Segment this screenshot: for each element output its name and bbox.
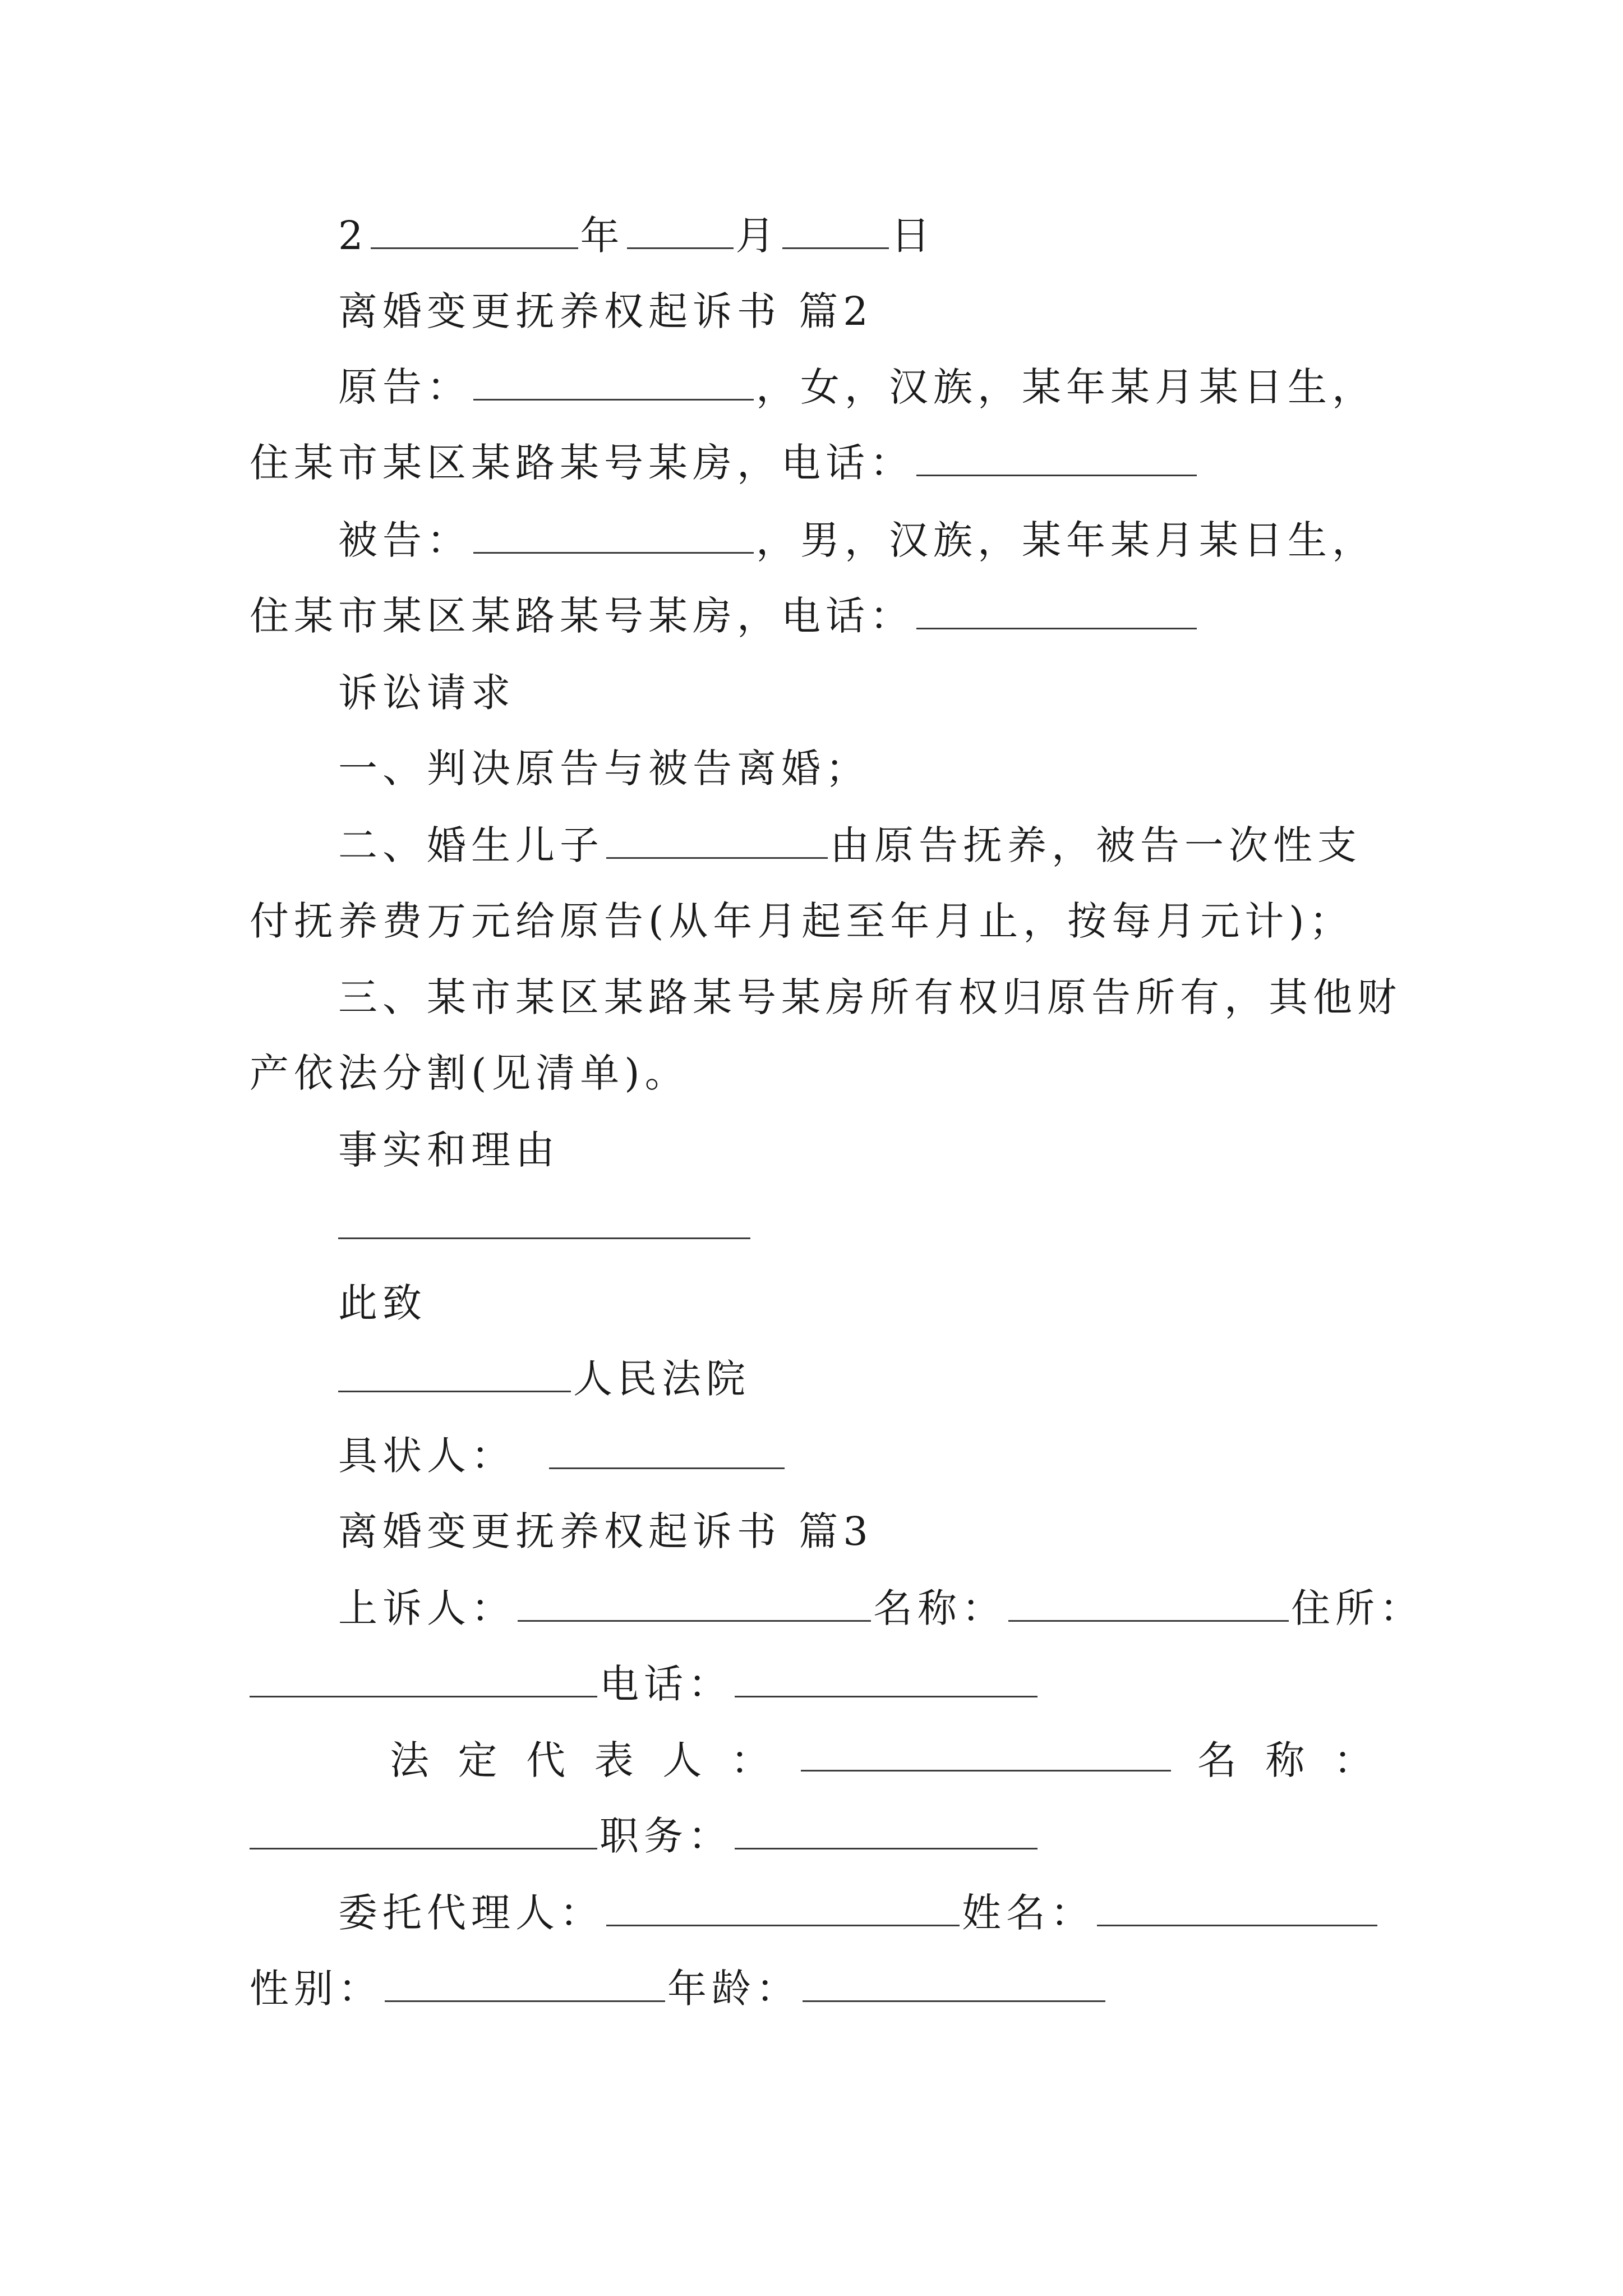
claim-2-line: 二、婚生儿子 由原告抚养，被告一次性支	[338, 822, 1362, 868]
defendant-name-blank[interactable]	[473, 517, 754, 554]
appellant-address-blank[interactable]	[250, 1661, 597, 1697]
defendant-line: 被告： ，男，汉族，某年某月某日生，	[338, 517, 1376, 563]
court-name-blank[interactable]	[338, 1356, 571, 1392]
claim-3-continued: 产依法分割(见清单)。	[250, 1050, 689, 1096]
claim-1: 一、判决原告与被告离婚；	[338, 746, 870, 792]
appellant-phone-blank[interactable]	[735, 1661, 1038, 1697]
appellant-name-blank[interactable]	[1008, 1585, 1289, 1622]
son-name-blank[interactable]	[606, 822, 828, 859]
defendant-address-line: 住某市某区某路某号某房，电话：	[250, 591, 1388, 641]
appellant-line: 上诉人： 名称： 住所：	[338, 1585, 1424, 1631]
defendant-phone-blank[interactable]	[916, 593, 1197, 629]
appellant-address-line: 电话：	[250, 1659, 1388, 1709]
agent-name-blank[interactable]	[1097, 1890, 1377, 1926]
legal-rep-name-blank[interactable]	[250, 1813, 597, 1849]
legal-rep-blank[interactable]	[801, 1735, 1171, 1772]
claim-3-line: 三、某市某区某路某号某房所有权归原告所有，其他财	[338, 974, 1401, 1020]
section2-title: 离婚变更抚养权起诉书 篇2	[338, 288, 873, 334]
claims-heading: 诉讼请求	[338, 670, 515, 716]
salutation: 此致	[338, 1280, 427, 1326]
plaintiff-line: 原告： ，女，汉族，某年某月某日生，	[338, 364, 1376, 410]
agent-blank[interactable]	[606, 1890, 960, 1926]
plaintiff-name-blank[interactable]	[473, 364, 754, 401]
date-line: 2 年 月 日	[338, 213, 935, 259]
year-blank[interactable]	[371, 213, 578, 249]
facts-blank-line	[250, 1200, 1388, 1251]
month-blank[interactable]	[627, 213, 734, 249]
agent-line: 委托代理人： 姓名：	[250, 1888, 1388, 1938]
court-line: 人民法院	[250, 1354, 1388, 1404]
signer-line: 具状人：	[250, 1430, 1388, 1481]
plaintiff-address-line: 住某市某区某路某号某房，电话：	[250, 438, 1388, 488]
agent-gender-blank[interactable]	[385, 1966, 665, 2002]
day-blank[interactable]	[782, 213, 889, 249]
agent-age-blank[interactable]	[803, 1966, 1105, 2002]
legal-rep-line: 法 定 代 表 人 ： 名 称 ：	[250, 1735, 1388, 1786]
section3-title: 离婚变更抚养权起诉书 篇3	[338, 1508, 873, 1554]
appellant-blank[interactable]	[518, 1585, 871, 1622]
legal-rep-continued: 职务：	[250, 1811, 1388, 1861]
signer-blank[interactable]	[549, 1433, 785, 1469]
facts-heading: 事实和理由	[338, 1127, 560, 1173]
legal-rep-position-blank[interactable]	[735, 1813, 1038, 1849]
agent-continued: 性别： 年龄：	[250, 1963, 1388, 2014]
plaintiff-phone-blank[interactable]	[916, 440, 1197, 476]
facts-blank[interactable]	[338, 1203, 750, 1239]
claim-2-continued: 付抚养费万元给原告(从年月起至年月止，按每月元计)；	[250, 898, 1354, 944]
